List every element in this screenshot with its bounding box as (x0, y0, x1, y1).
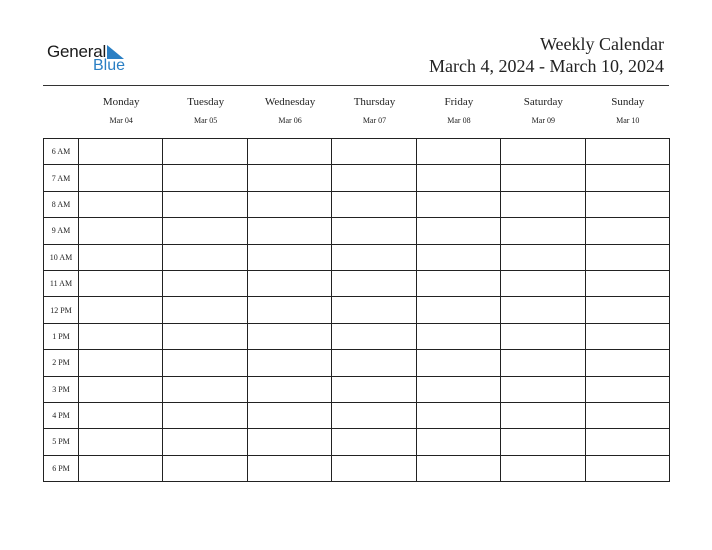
schedule-cell[interactable] (501, 350, 585, 376)
day-name: Wednesday (264, 96, 316, 108)
schedule-cell[interactable] (163, 139, 247, 165)
schedule-cell[interactable] (332, 244, 416, 270)
day-date: Mar 04 (109, 116, 133, 125)
day-name: Monday (102, 96, 140, 108)
calendar-header (429, 33, 664, 77)
time-slot-row (44, 429, 670, 455)
day-header-monday (79, 93, 163, 133)
day-header-thursday (332, 93, 416, 133)
schedule-cell[interactable] (247, 244, 331, 270)
schedule-cell[interactable] (416, 323, 500, 349)
schedule-cell[interactable] (332, 165, 416, 191)
calendar-title: Weekly Calendar (540, 34, 664, 54)
schedule-cell[interactable] (585, 455, 669, 481)
schedule-cell[interactable] (332, 218, 416, 244)
schedule-cell[interactable] (247, 297, 331, 323)
schedule-cell[interactable] (332, 270, 416, 296)
schedule-cell[interactable] (501, 191, 585, 217)
day-header-sunday (586, 93, 670, 133)
time-label: 6 AM (44, 139, 79, 165)
schedule-cell[interactable] (416, 350, 500, 376)
time-slot-row (44, 218, 670, 244)
schedule-cell[interactable] (501, 376, 585, 402)
schedule-cell[interactable] (79, 218, 163, 244)
schedule-cell[interactable] (416, 139, 500, 165)
schedule-cell[interactable] (332, 376, 416, 402)
schedule-cell[interactable] (247, 165, 331, 191)
time-label: 12 PM (44, 297, 79, 323)
time-label: 9 AM (44, 218, 79, 244)
time-label: 4 PM (44, 402, 79, 428)
time-label: 5 PM (44, 429, 79, 455)
time-label: 6 PM (44, 455, 79, 481)
schedule-cell[interactable] (163, 244, 247, 270)
brand-word-general: General (47, 42, 107, 61)
day-name: Friday (444, 96, 474, 108)
schedule-cell[interactable] (247, 376, 331, 402)
schedule-cell[interactable] (332, 323, 416, 349)
schedule-grid (43, 138, 670, 482)
schedule-cell[interactable] (79, 244, 163, 270)
schedule-cell[interactable] (163, 270, 247, 296)
schedule-cell[interactable] (416, 297, 500, 323)
day-date: Mar 09 (531, 116, 555, 125)
schedule-cell[interactable] (163, 455, 247, 481)
time-slot-row (44, 244, 670, 270)
schedule-cell[interactable] (163, 323, 247, 349)
schedule-cell[interactable] (247, 139, 331, 165)
schedule-cell[interactable] (501, 165, 585, 191)
schedule-cell[interactable] (163, 429, 247, 455)
schedule-cell[interactable] (501, 455, 585, 481)
day-header-row (79, 93, 670, 133)
day-header-wednesday (248, 93, 332, 133)
day-date: Mar 05 (193, 116, 218, 125)
time-label: 8 AM (44, 191, 79, 217)
schedule-cell[interactable] (501, 270, 585, 296)
schedule-cell[interactable] (79, 139, 163, 165)
time-slot-row (44, 402, 670, 428)
schedule-cell[interactable] (585, 244, 669, 270)
schedule-cell[interactable] (416, 191, 500, 217)
calendar-date-range: March 4, 2024 - March 10, 2024 (429, 56, 664, 76)
day-name: Sunday (611, 96, 645, 108)
schedule-cell[interactable] (501, 244, 585, 270)
day-name: Saturday (523, 96, 563, 108)
schedule-cell[interactable] (416, 429, 500, 455)
time-label: 2 PM (44, 350, 79, 376)
time-slot-row (44, 270, 670, 296)
schedule-cell[interactable] (332, 139, 416, 165)
schedule-cell[interactable] (247, 402, 331, 428)
schedule-cell[interactable] (585, 165, 669, 191)
day-name: Thursday (353, 96, 396, 108)
schedule-cell[interactable] (585, 323, 669, 349)
header-divider (43, 85, 669, 86)
schedule-cell[interactable] (416, 218, 500, 244)
schedule-cell[interactable] (416, 165, 500, 191)
schedule-cell[interactable] (163, 402, 247, 428)
brand-word-blue: Blue (93, 57, 126, 74)
schedule-cell[interactable] (79, 297, 163, 323)
schedule-cell[interactable] (416, 376, 500, 402)
schedule-cell[interactable] (79, 376, 163, 402)
day-header-saturday (501, 93, 585, 133)
schedule-cell[interactable] (79, 429, 163, 455)
time-slot-row (44, 165, 670, 191)
schedule-cell[interactable] (501, 429, 585, 455)
schedule-cell[interactable] (247, 323, 331, 349)
time-slot-row (44, 139, 670, 165)
schedule-cell[interactable] (247, 350, 331, 376)
schedule-cell[interactable] (416, 270, 500, 296)
schedule-cell[interactable] (247, 218, 331, 244)
schedule-cell[interactable] (163, 218, 247, 244)
day-date: Mar 06 (278, 116, 302, 125)
time-label: 10 AM (44, 244, 79, 270)
time-slot-row (44, 191, 670, 217)
schedule-cell[interactable] (332, 191, 416, 217)
schedule-cell[interactable] (79, 270, 163, 296)
schedule-cell[interactable] (585, 402, 669, 428)
schedule-cell[interactable] (501, 402, 585, 428)
schedule-cell[interactable] (79, 402, 163, 428)
schedule-cell[interactable] (585, 350, 669, 376)
time-label: 3 PM (44, 376, 79, 402)
schedule-cell[interactable] (585, 429, 669, 455)
schedule-cell[interactable] (585, 191, 669, 217)
schedule-cell[interactable] (332, 455, 416, 481)
schedule-cell[interactable] (332, 350, 416, 376)
schedule-cell[interactable] (79, 323, 163, 349)
schedule-cell[interactable] (79, 165, 163, 191)
time-slot-row (44, 455, 670, 481)
schedule-cell[interactable] (416, 244, 500, 270)
schedule-cell[interactable] (163, 191, 247, 217)
schedule-cell[interactable] (247, 455, 331, 481)
time-slot-row (44, 297, 670, 323)
schedule-cell[interactable] (416, 402, 500, 428)
time-label: 11 AM (44, 270, 79, 296)
schedule-cell[interactable] (163, 297, 247, 323)
brand-logo (47, 42, 137, 76)
schedule-cell[interactable] (247, 270, 331, 296)
schedule-cell[interactable] (247, 429, 331, 455)
schedule-cell[interactable] (163, 165, 247, 191)
schedule-cell[interactable] (163, 376, 247, 402)
time-slot-row (44, 350, 670, 376)
schedule-cell[interactable] (79, 191, 163, 217)
schedule-cell[interactable] (332, 402, 416, 428)
schedule-cell[interactable] (247, 191, 331, 217)
day-date: Mar 08 (447, 116, 471, 125)
schedule-cell[interactable] (501, 139, 585, 165)
schedule-cell[interactable] (585, 218, 669, 244)
schedule-cell[interactable] (163, 350, 247, 376)
schedule-cell[interactable] (332, 297, 416, 323)
day-header-friday (417, 93, 501, 133)
schedule-cell[interactable] (585, 297, 669, 323)
schedule-cell[interactable] (585, 270, 669, 296)
schedule-cell[interactable] (501, 323, 585, 349)
time-slot-row (44, 323, 670, 349)
schedule-cell[interactable] (501, 218, 585, 244)
schedule-cell[interactable] (501, 297, 585, 323)
schedule-cell[interactable] (332, 429, 416, 455)
schedule-cell[interactable] (79, 455, 163, 481)
time-label: 7 AM (44, 165, 79, 191)
day-date: Mar 07 (362, 116, 387, 125)
schedule-cell[interactable] (585, 376, 669, 402)
time-label: 1 PM (44, 323, 79, 349)
schedule-cell[interactable] (79, 350, 163, 376)
day-header-tuesday (163, 93, 247, 133)
time-slot-row (44, 376, 670, 402)
day-name: Tuesday (187, 96, 225, 108)
day-date: Mar 10 (616, 116, 640, 125)
schedule-cell[interactable] (585, 139, 669, 165)
schedule-cell[interactable] (416, 455, 500, 481)
